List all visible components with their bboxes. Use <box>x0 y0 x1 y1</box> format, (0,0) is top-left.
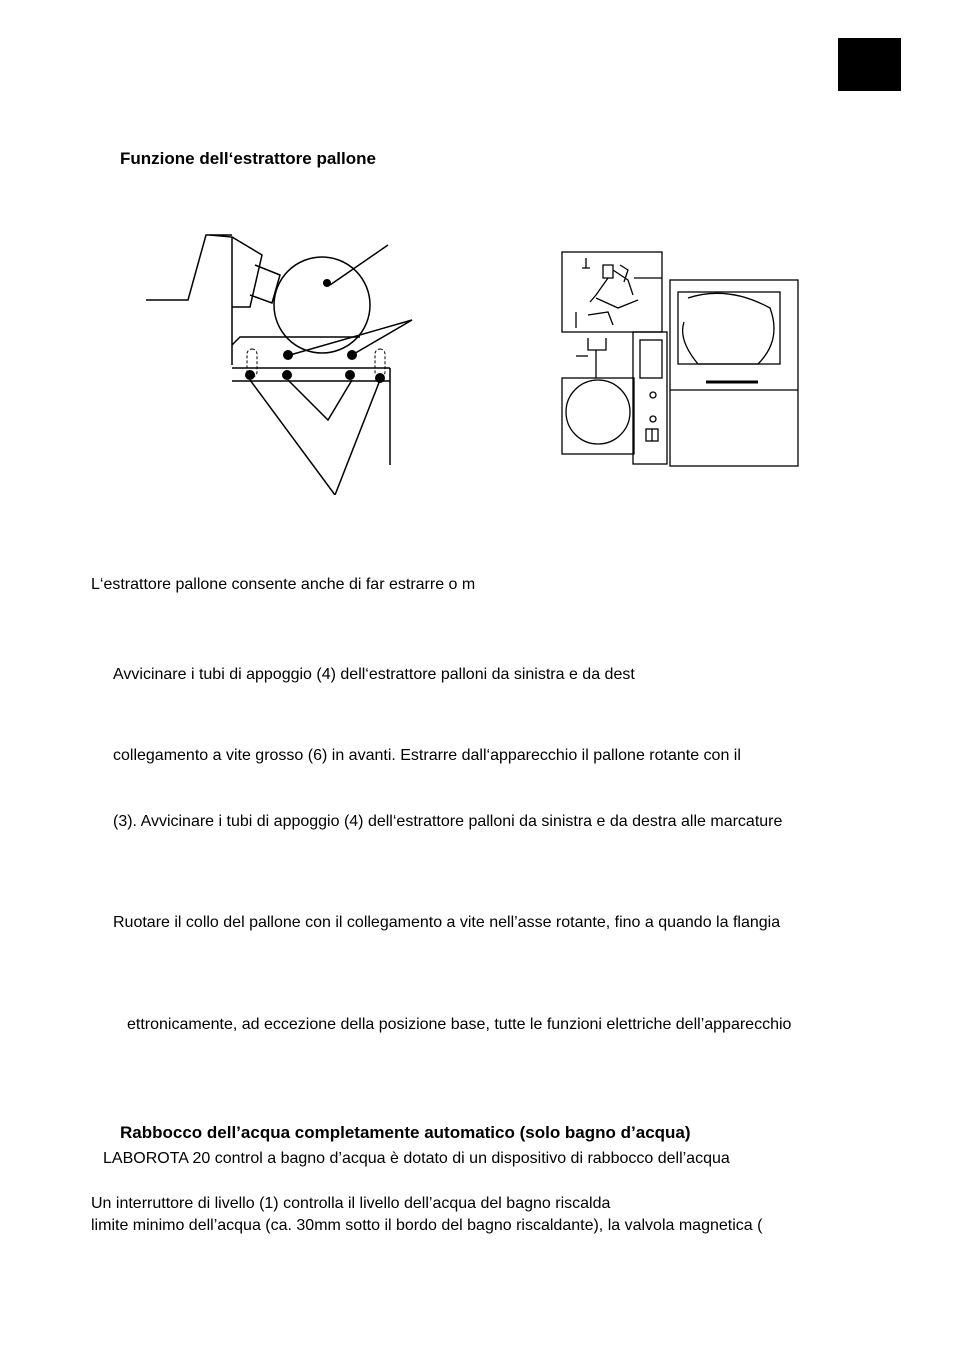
paragraph-line: LABOROTA 20 control a bagno d’acqua è dotato di un dispositivo di rabbocco dell’acqua <box>103 1150 730 1167</box>
paragraph-line: L‘estrattore pallone consente anche di far estrarre o m <box>91 576 476 593</box>
paragraph-line: collegamento a vite grosso (6) in avanti. Estrarre dall‘apparecchio il pallone rotante con il <box>113 747 741 764</box>
paragraph-line: ettronicamente, ad eccezione della posizione base, tutte le funzioni elettriche dell’apparecchio <box>127 1016 792 1033</box>
paragraph-line: (3). Avvicinare i tubi di appoggio (4) dell‘estrattore palloni da sinistra e da destra alle marcature <box>113 813 783 830</box>
paragraph-line: Un interruttore di livello (1) controlla il livello dell’acqua del bagno riscalda <box>91 1195 611 1212</box>
chapter-tab-marker <box>838 38 901 91</box>
paragraph-line: Ruotare il collo del pallone con il collegamento a vite nell’asse rotante, fino a quando la flangia <box>113 914 781 931</box>
rotary-evaporator-diagram <box>558 250 803 470</box>
paragraph-line: limite minimo dell’acqua (ca. 30mm sotto il bordo del bagno riscaldante), la valvola magnetica ( <box>91 1217 763 1234</box>
section-heading-water-refill: Rabbocco dell’acqua completamente automatico (solo bagno d’acqua) <box>120 1123 691 1142</box>
paragraph-line: Avvicinare i tubi di appoggio (4) dell‘estrattore palloni da sinistra e da dest <box>113 666 635 683</box>
section-heading-flask-extractor: Funzione dell‘estrattore pallone <box>120 149 376 168</box>
flask-extractor-diagram <box>140 225 420 495</box>
